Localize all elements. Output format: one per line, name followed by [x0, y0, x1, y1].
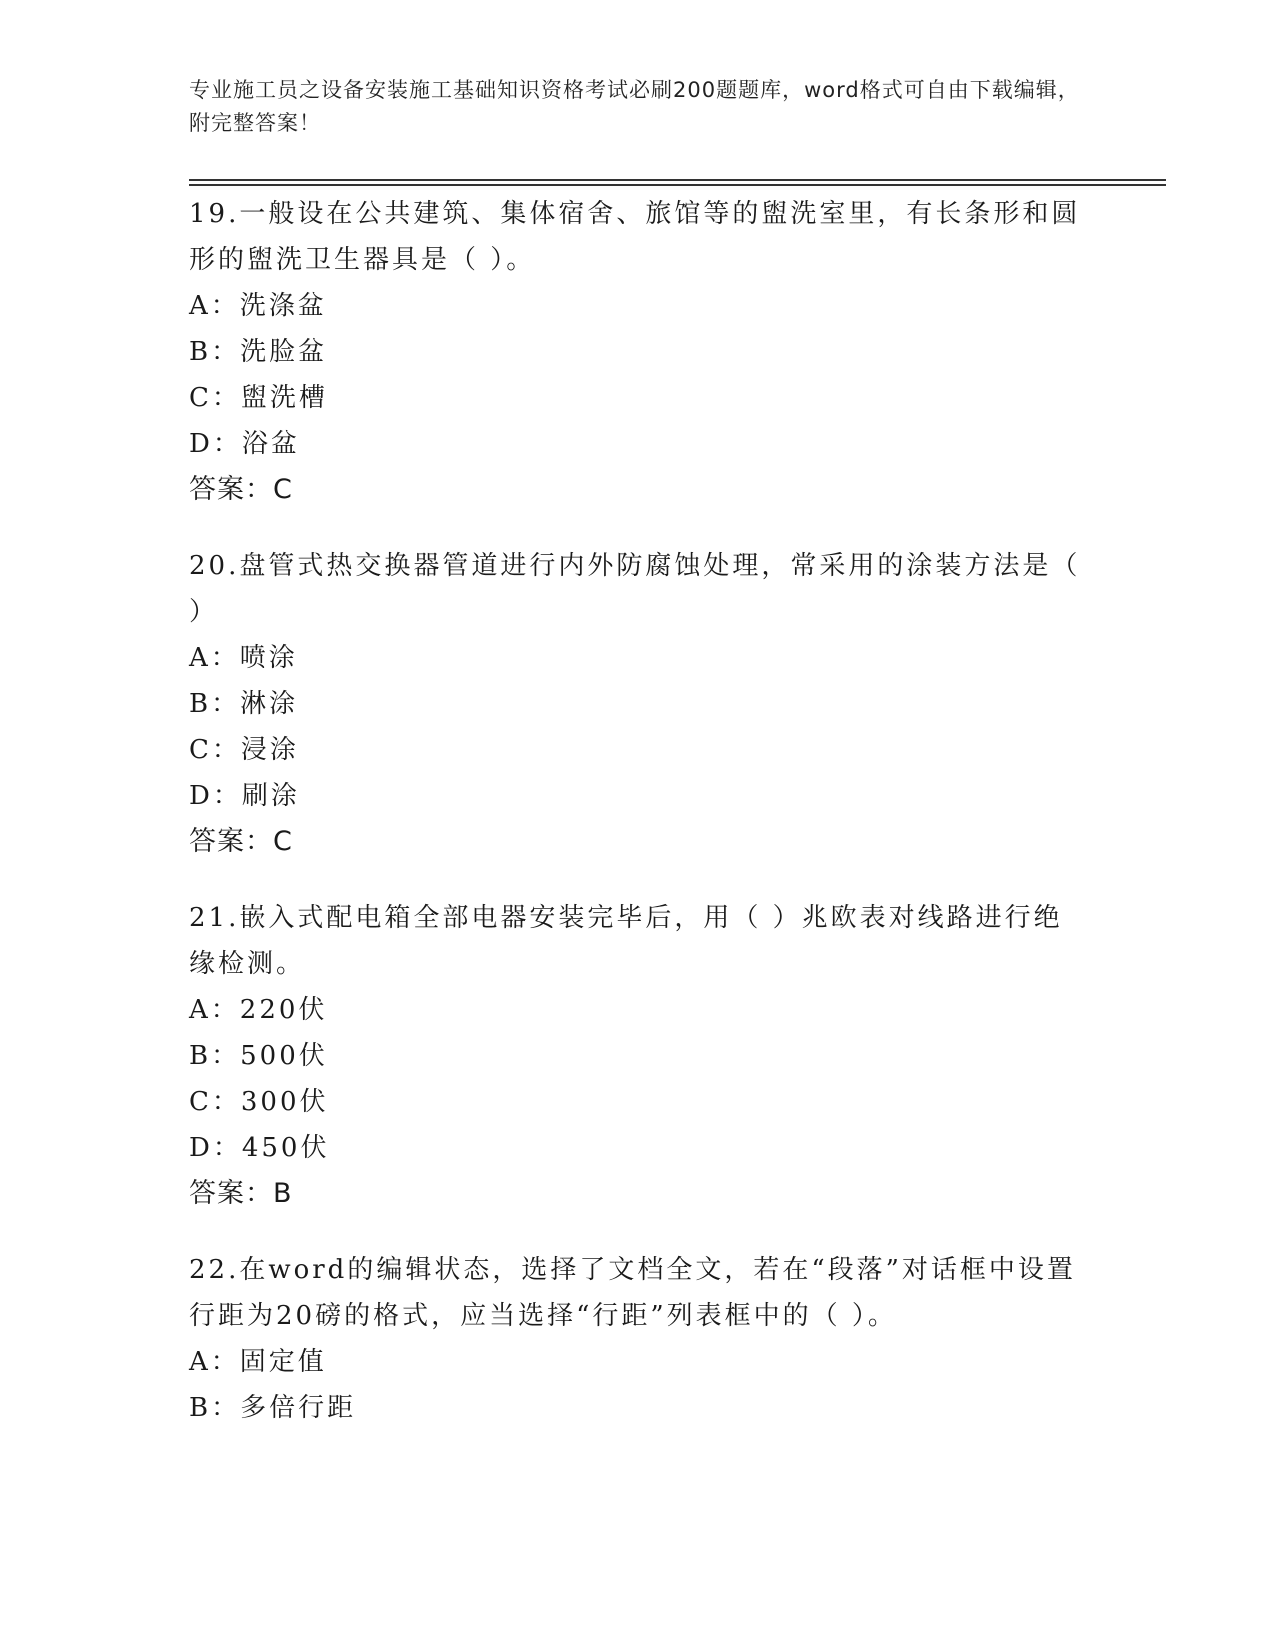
header-divider-top: [189, 179, 1166, 181]
option-b: B：淋涂: [189, 689, 299, 719]
option-a: A：喷涂: [189, 643, 298, 673]
option-d: D：浴盆: [189, 429, 300, 459]
question-list: [189, 191, 1089, 1461]
question-text: 22.在word的编辑状态，选择了文档全文，若在“段落”对话框中设置行距为20磅的格式，应当选择“行距”列表框中的（ ）。: [189, 1255, 1076, 1331]
question-text: 20.盘管式热交换器管道进行内外防腐蚀处理，常采用的涂装方法是（ ）: [189, 551, 1081, 627]
question-text: 21.嵌入式配电箱全部电器安装完毕后，用（ ）兆欧表对线路进行绝缘检测。: [189, 903, 1063, 979]
option-b: B：多倍行距: [189, 1393, 357, 1423]
question-19: [189, 191, 1089, 513]
question-22: [189, 1247, 1089, 1431]
answer-text: 答案：B: [189, 1178, 293, 1209]
option-b: B：500伏: [189, 1041, 328, 1071]
option-d: D：刷涂: [189, 781, 300, 811]
option-b: B：洗脸盆: [189, 337, 328, 367]
option-c: C：300伏: [189, 1087, 329, 1117]
answer-text: 答案：C: [189, 826, 293, 857]
question-21: [189, 895, 1089, 1217]
answer-text: 答案：C: [189, 474, 293, 505]
option-a: A：220伏: [189, 995, 328, 1025]
option-d: D：450伏: [189, 1133, 330, 1163]
question-text: 19.一般设在公共建筑、集体宿舍、旅馆等的盥洗室里，有长条形和圆形的盥洗卫生器具是（ ）。: [189, 199, 1081, 275]
option-c: C：浸涂: [189, 735, 299, 765]
document-header: 专业施工员之设备安装施工基础知识资格考试必刷200题题库，word格式可自由下载编辑，附完整答案！: [189, 78, 1080, 135]
question-20: [189, 543, 1089, 865]
option-c: C：盥洗槽: [189, 383, 328, 413]
header-divider-bottom: [189, 184, 1166, 186]
option-a: A：固定值: [189, 1347, 327, 1377]
option-a: A：洗涤盆: [189, 291, 327, 321]
